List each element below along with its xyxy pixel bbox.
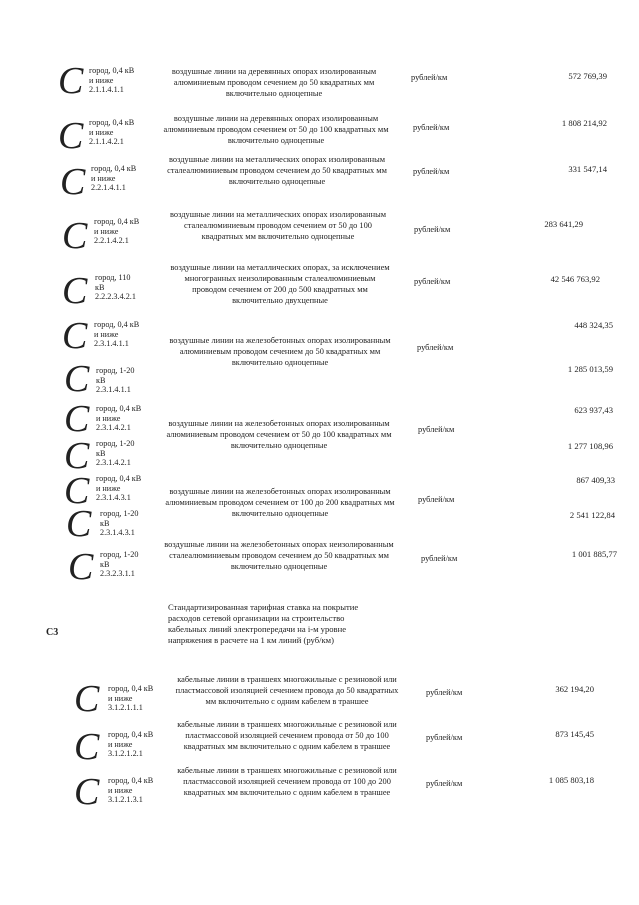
line-description: воздушные линии на металлических опорах, за исключением многогранных неизолированным сталеалюминиевым проводом сечением от 200 до 500 квадратных мм включительно двухцепные: [170, 263, 390, 305]
location-code: город, 1-20 кВ 2.3.2.3.1.1: [100, 550, 139, 579]
tariff-mark-letter: C: [62, 315, 88, 357]
location-code: город, 110 кВ 2.2.2.3.4.2.1: [95, 273, 136, 302]
location-code: город, 0,4 кВ и ниже 2.3.1.4.2.1: [96, 404, 142, 433]
location-code: город, 0,4 кВ и ниже 2.3.1.4.1.1: [94, 320, 140, 349]
tariff-mark-letter: C: [64, 435, 90, 477]
location-code: город, 0,4 кВ и ниже 2.3.1.4.3.1: [96, 474, 142, 503]
unit-label: рублей/км: [417, 343, 454, 352]
line-description: воздушные линии на железобетонных опорах изолированным алюминиевым проводом сечением от 100 до 200 квадратных мм включительно одноцепные: [165, 487, 395, 518]
unit-label: рублей/км: [414, 225, 451, 234]
rate-value: 623 937,43: [574, 405, 613, 415]
tariff-mark-letter: C: [64, 470, 90, 512]
tariff-mark-letter: C: [64, 398, 90, 440]
line-description: кабельные линии в траншеях многожильные с резиновой или пластмассовой изоляцией сечением провода от 50 до 100 квадратных мм включительно с одним кабелем в траншее: [177, 720, 397, 751]
rate-value: 1 277 108,96: [567, 441, 613, 451]
rate-value: 448 324,35: [574, 320, 613, 330]
tariff-mark-letter: C: [60, 161, 86, 203]
location-code: город, 0,4 кВ и ниже 3.1.2.1.1.1: [108, 684, 154, 713]
location-code: город, 0,4 кВ и ниже 2.2.1.4.2.1: [94, 217, 140, 246]
tariff-mark-letter: C: [62, 270, 88, 312]
rate-value: 1 085 803,18: [548, 775, 594, 785]
location-code: город, 1-20 кВ 2.3.1.4.3.1: [100, 509, 139, 538]
unit-label: рублей/км: [426, 779, 463, 788]
unit-label: рублей/км: [411, 73, 448, 82]
line-description: воздушные линии на железобетонных опорах изолированным алюминиевым проводом сечением от 50 до 100 квадратных мм включительно одноцепные: [166, 419, 392, 450]
tariff-mark-letter: C: [62, 215, 88, 257]
unit-label: рублей/км: [426, 733, 463, 742]
unit-label: рублей/км: [421, 554, 458, 563]
rate-value: 1 001 885,77: [571, 549, 617, 559]
line-description: воздушные линии на железобетонных опорах изолированным алюминиевым проводом сечением до 50 квадратных мм включительно одноцепные: [169, 336, 391, 367]
rate-value: 873 145,45: [555, 729, 594, 739]
line-description: кабельные линии в траншеях многожильные с резиновой или пластмассовой изоляцией сечением провода от 100 до 200 квадратных мм включительно с одним кабелем в траншее: [177, 766, 397, 797]
unit-label: рублей/км: [418, 495, 455, 504]
tariff-mark-letter: C: [66, 503, 92, 545]
rate-value: 362 194,20: [555, 684, 594, 694]
unit-label: рублей/км: [426, 688, 463, 697]
location-code: город, 1-20 кВ 2.3.1.4.2.1: [96, 439, 135, 468]
unit-label: рублей/км: [413, 123, 450, 132]
location-code: город, 0,4 кВ и ниже 3.1.2.1.3.1: [108, 776, 154, 805]
tariff-mark-letter: C: [64, 358, 90, 400]
tariff-mark-letter: C: [74, 771, 100, 813]
unit-label: рублей/км: [413, 167, 450, 176]
line-description: воздушные линии на металлических опорах изолированным сталеалюминиевым проводом сечением до 50 квадратных мм включительно одноцепные: [167, 155, 387, 186]
rate-value: 283 641,29: [544, 219, 583, 229]
line-description: воздушные линии на деревянных опорах изолированным алюминиевым проводом сечением до 50 квадратных мм включительно одноцепные: [171, 67, 377, 98]
rate-value: 1 285 013,59: [567, 364, 613, 374]
tariff-mark-letter: C: [58, 115, 84, 157]
location-code: город, 1-20 кВ 2.3.1.4.1.1: [96, 366, 135, 395]
section-code: С3: [46, 627, 59, 638]
rate-value: 867 409,33: [576, 475, 615, 485]
tariff-mark-letter: C: [68, 546, 94, 588]
location-code: город, 0,4 кВ и ниже 2.1.1.4.2.1: [89, 118, 135, 147]
location-code: город, 0,4 кВ и ниже 2.2.1.4.1.1: [91, 164, 137, 193]
line-description: воздушные линии на деревянных опорах изолированным алюминиевым проводом сечением от 50 до 100 квадратных мм включительно одноцепные: [163, 114, 389, 145]
section-title: Стандартизированная тарифная ставка на покрытие расходов сетевой организации на строительство кабельных линий электропередачи на i-м уровне напряжения в расчете на 1 км линий (руб/км): [168, 602, 359, 645]
location-code: город, 0,4 кВ и ниже 3.1.2.1.2.1: [108, 730, 154, 759]
unit-label: рублей/км: [418, 425, 455, 434]
tariff-mark-letter: C: [74, 726, 100, 768]
line-description: кабельные линии в траншеях многожильные с резиновой или пластмассовой изоляцией сечением провода до 50 квадратных мм включительно с одним кабелем в траншее: [175, 675, 399, 706]
rate-value: 572 769,39: [568, 71, 607, 81]
line-description: воздушные линии на металлических опорах изолированным сталеалюминиевым проводом сечением от 50 до 100 квадратных мм включительно одноцепные: [170, 210, 386, 241]
rate-value: 331 547,14: [568, 164, 607, 174]
tariff-mark-letter: C: [74, 678, 100, 720]
rate-value: 2 541 122,84: [569, 510, 615, 520]
rate-value: 1 808 214,92: [561, 118, 607, 128]
line-description: воздушные линии на железобетонных опорах неизолированным сталеалюминиевым проводом сечением до 50 квадратных мм включительно одноцепные: [164, 540, 394, 571]
tariff-mark-letter: C: [58, 60, 84, 102]
location-code: город, 0,4 кВ и ниже 2.1.1.4.1.1: [89, 66, 135, 95]
unit-label: рублей/км: [414, 277, 451, 286]
rate-value: 42 546 763,92: [550, 274, 600, 284]
